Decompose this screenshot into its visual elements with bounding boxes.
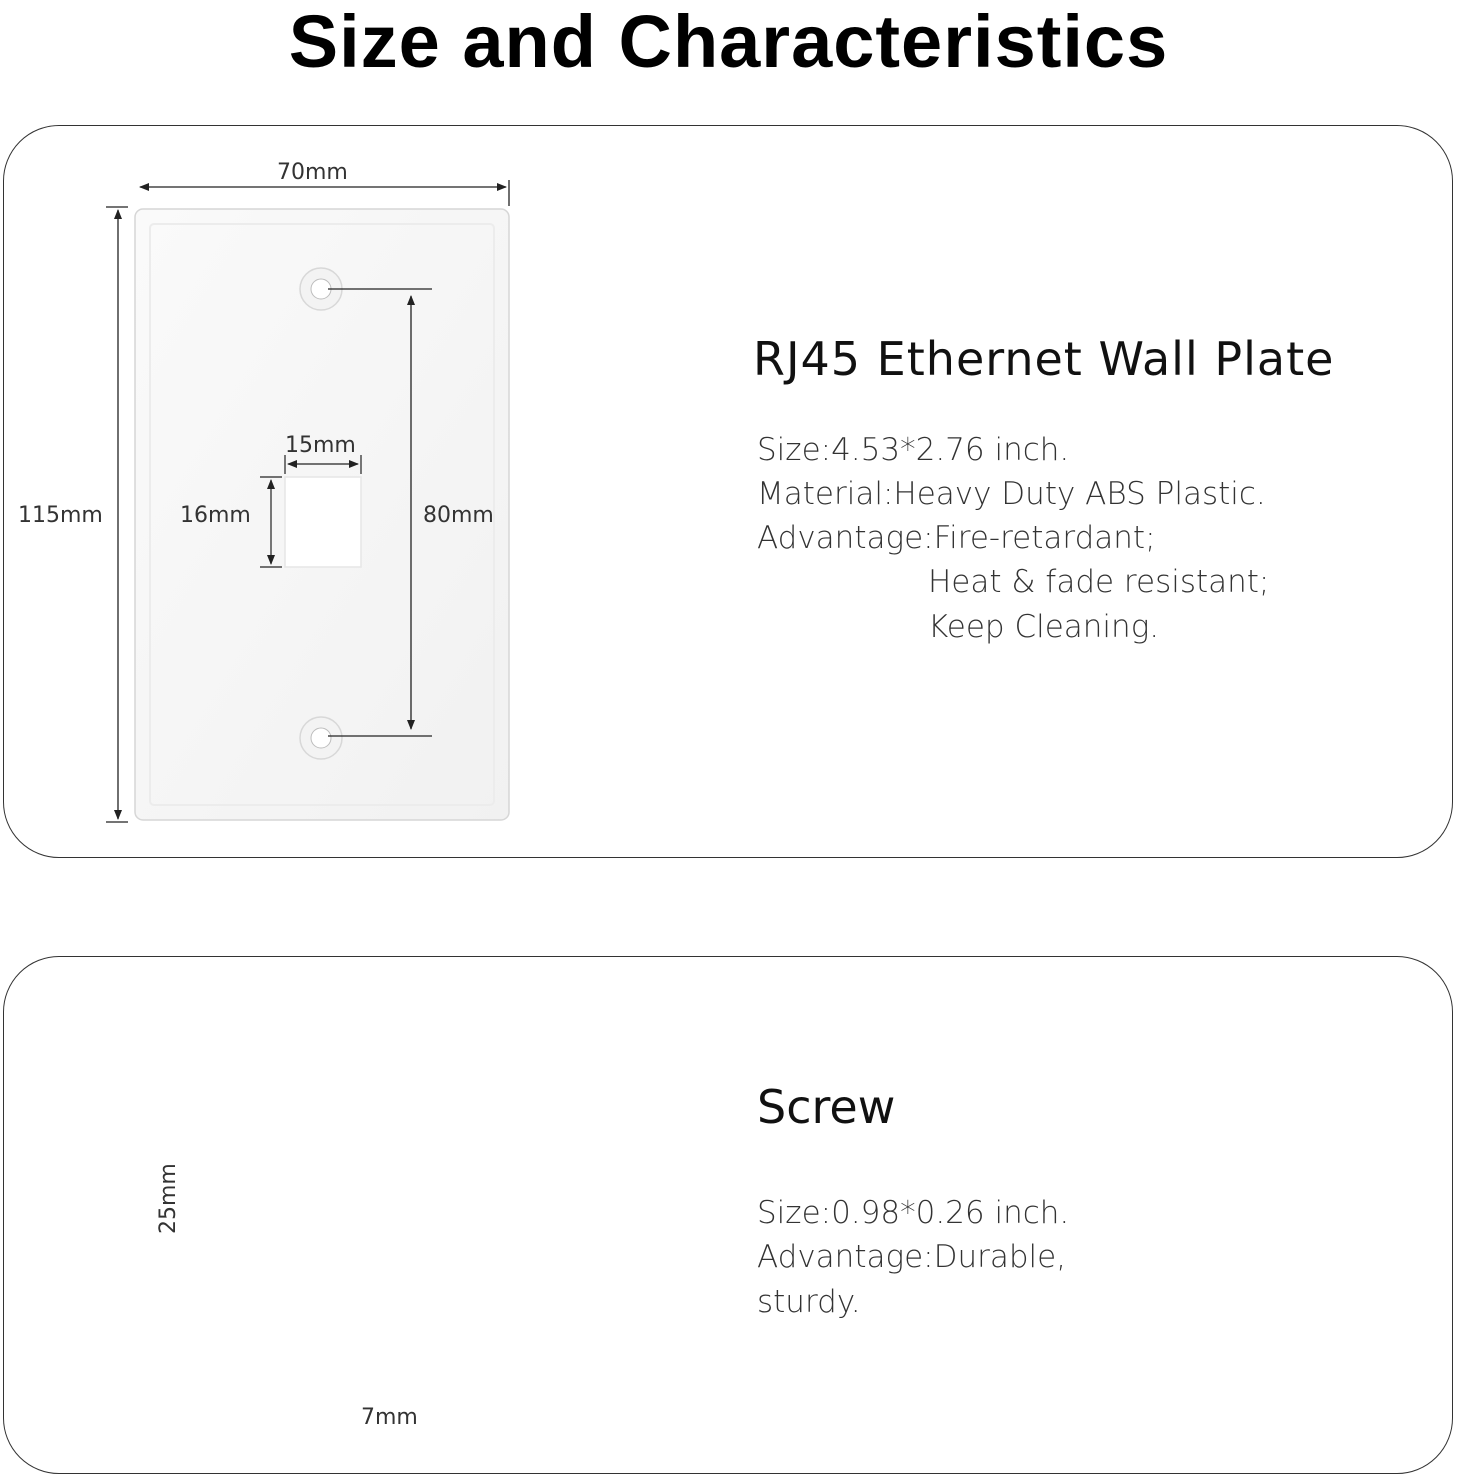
plate-spec-material: Material:Heavy Duty ABS Plastic.	[757, 476, 1266, 512]
hole-spacing-label: 80mm	[423, 503, 494, 528]
plate-width-label: 70mm	[277, 160, 348, 185]
port-height-label: 16mm	[180, 503, 251, 528]
screw-head-width-label: 7mm	[361, 1405, 418, 1430]
screw-spec-size: Size:0.98*0.26 inch.	[757, 1195, 1070, 1231]
page-title: Size and Characteristics	[288, 0, 1169, 83]
plate-heading: RJ45 Ethernet Wall Plate	[753, 332, 1335, 386]
screw-length-label: 25mm	[156, 1163, 181, 1234]
plate-spec-advantage: Advantage:Fire-retardant;	[757, 520, 1156, 556]
plate-spec-size: Size:4.53*2.76 inch.	[757, 432, 1070, 468]
screw-heading: Screw	[757, 1080, 896, 1134]
screw-spec-advantage: Advantage:Durable,	[757, 1239, 1067, 1275]
plate-height-label: 115mm	[18, 503, 103, 528]
plate-spec-advantage-2: Heat & fade resistant;	[928, 564, 1270, 600]
port-width-label: 15mm	[285, 433, 356, 458]
screw-spec-advantage-2: sturdy.	[757, 1284, 861, 1320]
plate-spec-advantage-3: Keep Cleaning.	[928, 609, 1160, 645]
